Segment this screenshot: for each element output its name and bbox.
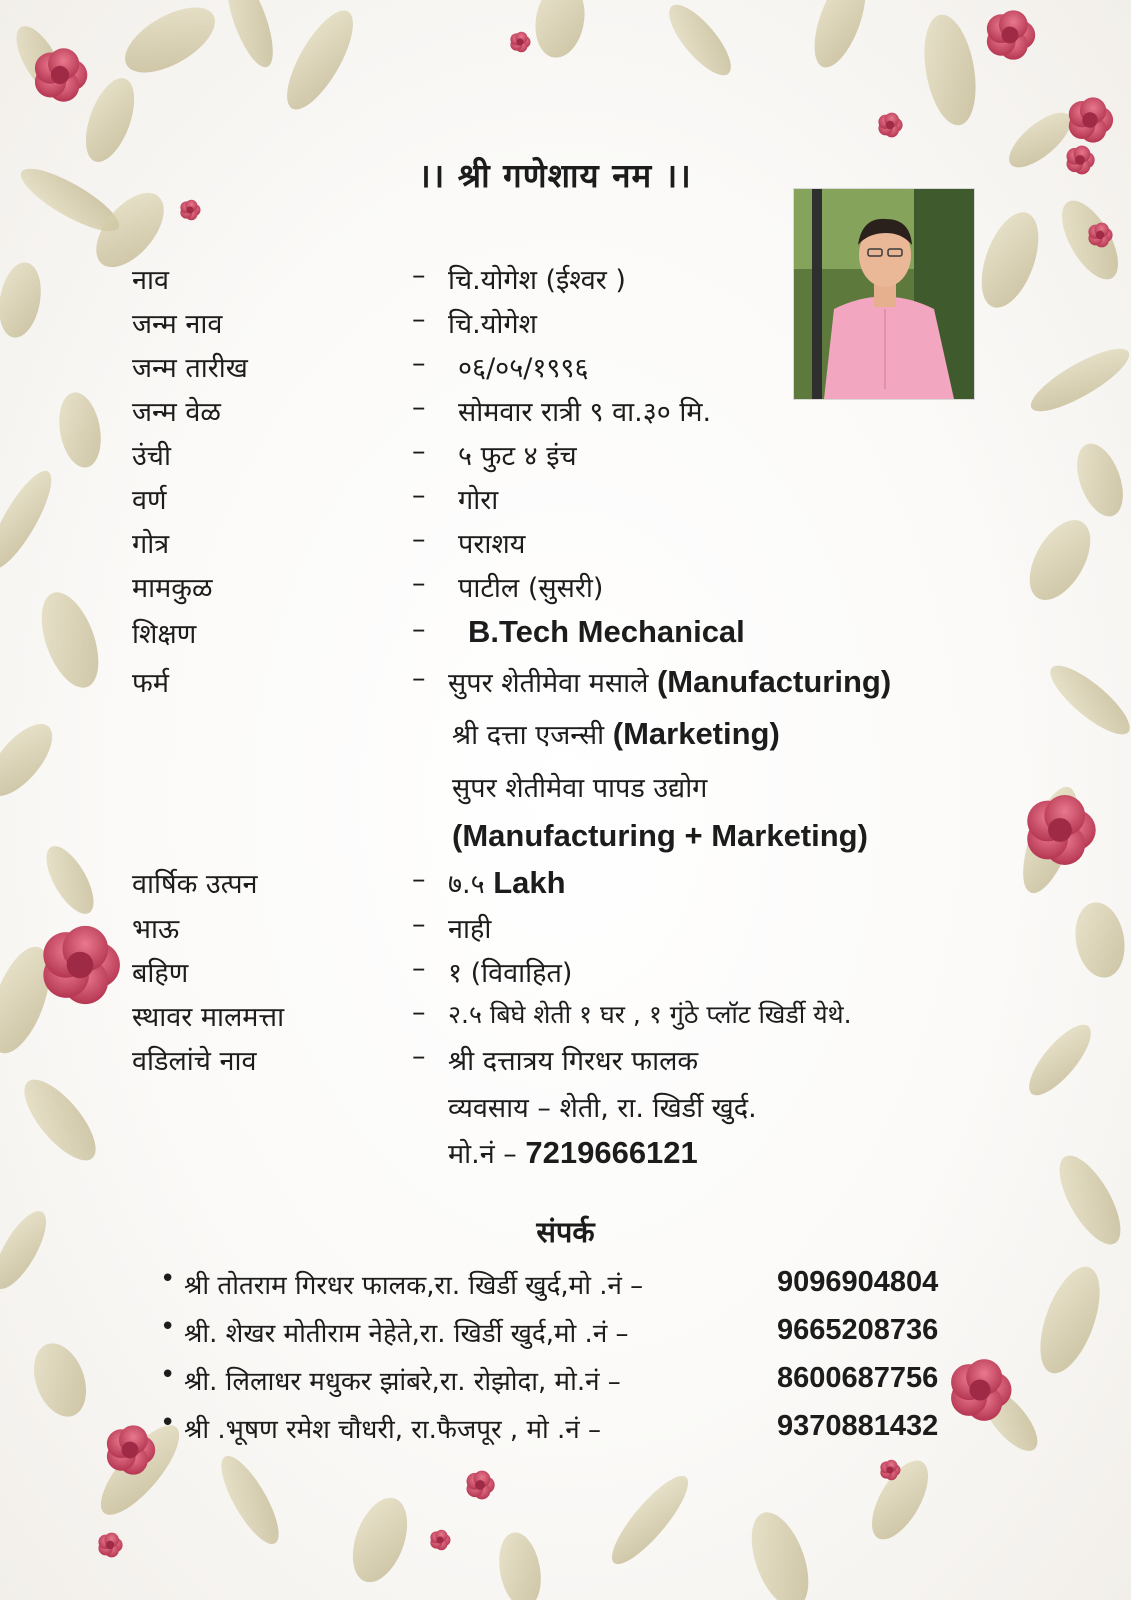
contact-name: श्री तोतराम गिरधर फालक,रा. खिर्डी खुर्द,मो .नं – — [184, 1271, 644, 1301]
birth-time-value: सोमवार रात्री ९ वा.३० मि. — [458, 397, 712, 428]
education-label: शिक्षण — [132, 619, 197, 650]
contact-phone: 9665208736 — [777, 1314, 939, 1346]
brother-row — [0, 909, 1131, 953]
leaf-shape — [530, 0, 590, 62]
contact-name: श्री .भूषण रमेश चौधरी, रा.फैजपूर , मो .नं – — [184, 1415, 601, 1445]
income-row — [0, 864, 1131, 908]
income-label: वार्षिक उत्पन — [132, 869, 258, 900]
leaf-shape — [917, 11, 984, 130]
contact-heading: संपर्क — [536, 1215, 595, 1249]
rose-icon — [430, 1530, 450, 1551]
bullet-icon: • — [160, 1264, 176, 1294]
birth-date-value: ०६/०५/१९९६ — [458, 353, 589, 384]
contact-phone: 9370881432 — [777, 1410, 939, 1442]
rose-icon — [987, 10, 1035, 59]
firm-line-2: श्री दत्ता एजन्सी (Marketing) — [452, 716, 780, 751]
maternal-clan-value: पाटील (सुसरी) — [458, 573, 604, 604]
education-row — [0, 614, 1131, 658]
separator-dash: – — [412, 480, 426, 511]
separator-dash: – — [412, 524, 426, 555]
sister-row — [0, 953, 1131, 997]
education-value: B.Tech Mechanical — [468, 614, 745, 649]
height-row — [0, 436, 1131, 480]
brother-label: भाऊ — [132, 914, 180, 945]
leaf-shape — [740, 1505, 819, 1600]
leaf-shape — [342, 1490, 417, 1589]
rose-icon — [35, 48, 87, 101]
birth-name-row — [0, 304, 1131, 348]
separator-dash: – — [412, 864, 426, 895]
income-value: ७.५ Lakh — [448, 865, 566, 900]
father-label: वडिलांचे नाव — [132, 1046, 257, 1077]
birth-name-value: चि.योगेश — [448, 309, 537, 340]
father-name: श्री दत्तात्रय गिरधर फालक — [448, 1046, 699, 1077]
height-label: उंची — [132, 441, 171, 472]
firm-row — [0, 663, 1131, 707]
leaf-shape — [24, 1336, 95, 1424]
birth-date-row — [0, 348, 1131, 392]
separator-dash: – — [412, 392, 426, 423]
birth-time-label: जन्म वेळ — [132, 397, 221, 428]
name-value: चि.योगेश (ईश्वर ) — [448, 265, 626, 296]
leaf-shape — [1028, 1259, 1111, 1381]
firm-line-4: (Manufacturing + Marketing) — [452, 818, 868, 853]
separator-dash: – — [412, 436, 426, 467]
name-row — [0, 260, 1131, 304]
separator-dash: – — [412, 909, 426, 940]
firm-line-1: सुपर शेतीमेवा मसाले (Manufacturing) — [448, 664, 892, 699]
complexion-row — [0, 480, 1131, 524]
rose-icon — [180, 200, 200, 221]
separator-dash: – — [412, 304, 426, 335]
bullet-icon: • — [160, 1312, 176, 1342]
leaf-shape — [115, 0, 226, 86]
firm-line-3: सुपर शेतीमेवा पापड उद्योग — [452, 773, 708, 804]
birth-date-label: जन्म तारीख — [132, 353, 248, 384]
leaf-shape — [218, 0, 282, 72]
separator-dash: – — [412, 568, 426, 599]
rose-icon — [878, 113, 902, 138]
separator-dash: – — [412, 348, 426, 379]
leaf-shape — [861, 1452, 940, 1548]
sister-value: १ (विवाहित) — [448, 958, 573, 989]
leaf-shape — [602, 1467, 699, 1573]
separator-dash: – — [412, 614, 426, 645]
name-label: नाव — [132, 265, 169, 296]
gotra-label: गोत्र — [132, 529, 170, 560]
separator-dash: – — [412, 663, 426, 694]
bullet-icon: • — [160, 1360, 176, 1390]
birth-name-label: जन्म नाव — [132, 309, 223, 340]
rose-icon — [510, 32, 530, 53]
firm-label: फर्म — [132, 668, 169, 699]
leaf-shape — [275, 2, 366, 119]
property-label: स्थावर मालमत्ता — [132, 1002, 285, 1033]
father-row — [0, 1041, 1131, 1085]
rose-icon — [467, 1471, 495, 1500]
contact-phone: 9096904804 — [777, 1266, 939, 1298]
leaf-shape — [804, 0, 876, 74]
rose-icon — [1069, 97, 1113, 142]
property-row — [0, 997, 1131, 1041]
bullet-icon: • — [160, 1408, 176, 1438]
height-value: ५ फुट ४ इंच — [458, 441, 577, 472]
property-value: २.५ बिघे शेती १ घर , १ गुंठे प्लॉट खिर्डी येथे. — [448, 1000, 852, 1029]
separator-dash: – — [412, 260, 426, 291]
separator-dash: – — [412, 1041, 426, 1072]
leaf-shape — [211, 1449, 289, 1552]
gotra-value: पराशय — [458, 529, 526, 560]
leaf-shape — [0, 713, 64, 806]
leaf-shape — [659, 0, 740, 84]
brother-value: नाही — [448, 914, 492, 945]
invocation-heading: ।। श्री गणेशाय नम ।। — [418, 156, 692, 195]
contact-phone: 8600687756 — [777, 1362, 939, 1394]
separator-dash: – — [412, 997, 426, 1028]
sister-label: बहिण — [132, 958, 189, 989]
leaf-shape — [494, 1529, 547, 1600]
father-occupation: व्यवसाय – शेती, रा. खिर्डी खुर्द. — [448, 1093, 757, 1124]
separator-dash: – — [412, 953, 426, 984]
birth-time-row — [0, 392, 1131, 436]
complexion-label: वर्ण — [132, 485, 167, 516]
rose-icon — [98, 1533, 122, 1558]
father-mobile: मो.नं – 7219666121 — [448, 1135, 698, 1170]
maternal-clan-label: मामकुळ — [132, 573, 213, 604]
complexion-value: गोरा — [458, 485, 499, 516]
contact-name: श्री. लिलाधर मधुकर झांबरे,रा. रोझोदा, मो.नं – — [184, 1367, 621, 1397]
gotra-row — [0, 524, 1131, 568]
maternal-clan-row — [0, 568, 1131, 612]
contact-name: श्री. शेखर मोतीराम नेहेते,रा. खिर्डी खुर्द,मो .नं – — [184, 1319, 629, 1349]
rose-icon — [1027, 795, 1095, 865]
